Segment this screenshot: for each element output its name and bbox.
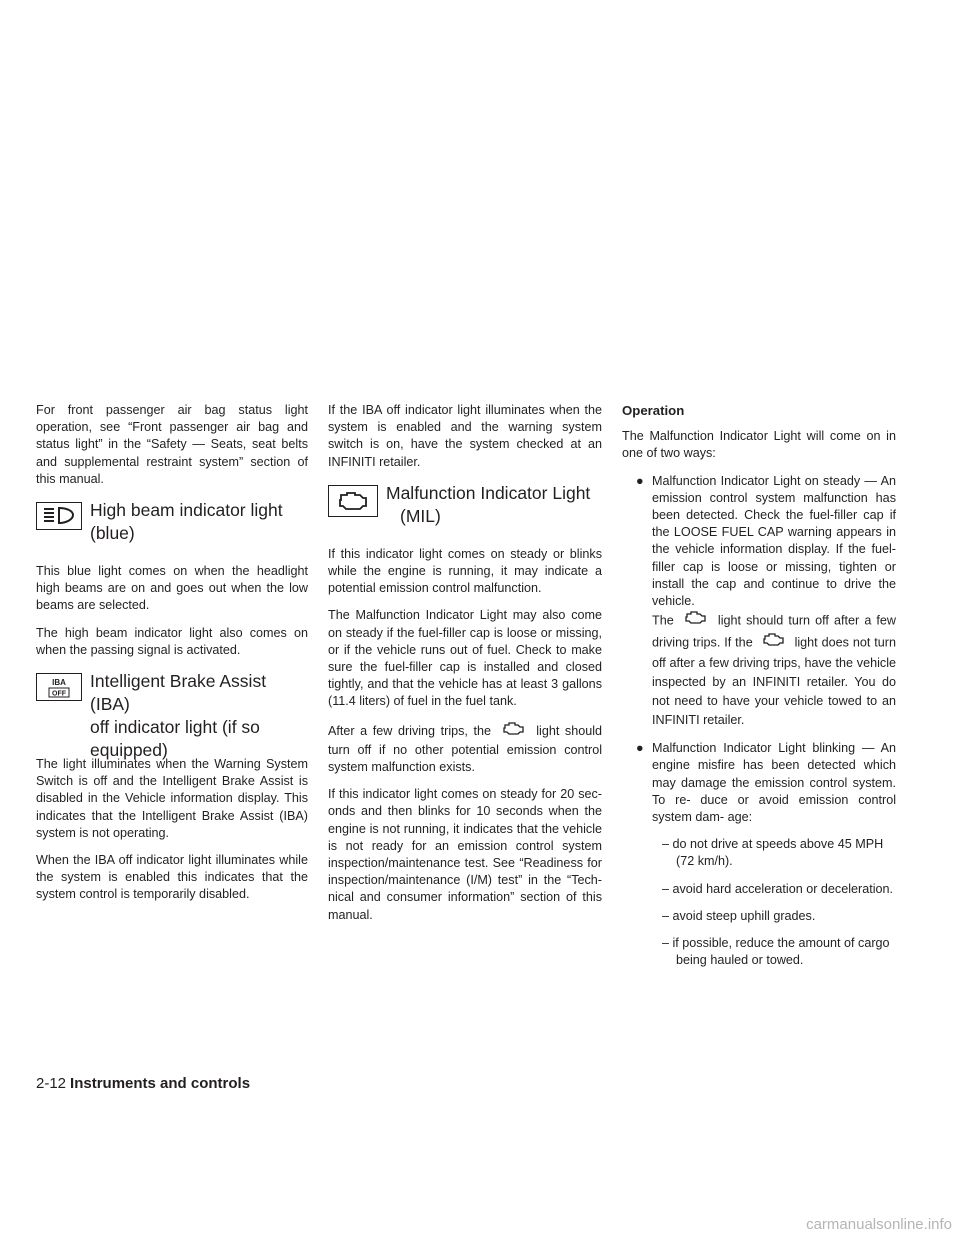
iba-icon-text: IBA	[52, 678, 66, 688]
text-span: light does not turn off after a few driving trips, have the vehicle inspected by an INFINITI retailer. You do not need to have your vehicle towed to an INFINITI retailer.	[652, 635, 896, 728]
operation-intro: The Malfunction Indicator Light will come on in one of two ways:	[622, 429, 896, 461]
mil-heading	[328, 482, 602, 536]
bullet-text: Malfunction Indicator Light on steady — An emission control system malfunction has been detected. Check the fuel-filler cap if the LOOSE FUEL CAP warning appears in the vehicle information display. If the fuel- filler cap is loose or missing, tighten or install the cap and continue to drive the vehicle.	[652, 473, 896, 609]
text-span: The	[652, 613, 674, 628]
intro-paragraph: For front passenger air bag status light operation, see “Front passenger air bag and status light” in the “Safety — Seats, seat belts and supplemental restraint system” section of this manual.	[36, 403, 308, 486]
mil-p2: The Malfunction Indicator Light may also come on steady if the fuel-filler cap is loose or missing, or if the vehicle runs out of fuel. Check to make sure the fuel-filler cap is installed and closed tightly, and that the vehicle has at least 3 gallons (11.4 liters) of fuel in the fuel tank.	[328, 608, 602, 709]
page-footer	[36, 1075, 250, 1092]
list-item	[622, 473, 896, 731]
list-item	[638, 935, 896, 969]
iba-p1: The light illuminates when the Warning System Switch is off and the Intelligent Brake Assist is disabled in the Vehicle information display. This indicates that the Intelligent Brake Assist (IBA) system is not operating.	[36, 757, 308, 840]
high-beam-heading	[36, 499, 308, 553]
mil-p1: If this indicator light comes on steady or blinks while the engine is running, it may indicate a potential emission control malfunction.	[328, 546, 602, 596]
list-item	[638, 881, 896, 898]
iba-p2: When the IBA off indicator light illuminates while the system is enabled this indicates that the system control is temporarily disabled.	[36, 853, 308, 902]
check-engine-icon	[681, 610, 711, 632]
text-span: After a few driving trips, the	[328, 723, 492, 738]
watermark: carmanualsonline.info	[806, 1216, 952, 1233]
high-beam-title	[90, 499, 283, 545]
bullet-icon: ●	[636, 473, 644, 488]
iba-heading	[36, 670, 308, 761]
title-line: equipped)	[90, 740, 168, 761]
column-middle	[328, 402, 602, 924]
bullet-icon: ●	[636, 741, 644, 756]
bullet-text: Malfunction Indicator Light blinking — An engine misfire has been detected which may damage the emission control system. To re- duce or avoid emission control system dam- age:	[652, 741, 896, 825]
mil-p4: If this indicator light comes on steady for 20 sec- onds and then blinks for 10 seconds when the engine is not running, it indicates that the vehicle is not ready for an emission control system inspection/maintenance test. See “Readiness for inspection/maintenance (I/M) test” in the “Tech- nical and consumer information” section of this manual.	[328, 787, 602, 922]
iba-icon-text: OFF	[52, 690, 66, 698]
text-span: light should turn off after a few driving trips. If the	[652, 613, 897, 650]
dash-text: – if possible, reduce the amount of cargo being hauled or towed.	[662, 936, 890, 968]
high-beam-icon	[36, 502, 82, 530]
section-title: Instruments and controls	[70, 1075, 251, 1092]
title-line: High beam indicator light	[90, 500, 283, 521]
column-left	[36, 402, 308, 904]
iba-title	[90, 670, 308, 762]
title-line: off indicator light (if so	[90, 717, 260, 738]
dash-text: – do not drive at speeds above 45 MPH (72 km/h).	[662, 837, 884, 869]
page-number: 2-12	[36, 1075, 67, 1092]
list-item	[622, 740, 896, 826]
check-engine-icon	[499, 721, 529, 742]
list-item	[638, 836, 896, 870]
high-beam-p1: This blue light comes on when the headlight high beams are on and goes out when the low beams are selected.	[36, 564, 308, 613]
mil-title	[386, 482, 590, 528]
operation-heading: Operation	[622, 403, 685, 418]
iba-continued-paragraph: If the IBA off indicator light illuminates when the system is enabled and the warning system switch is on, have the system checked at an INFINITI retailer.	[328, 403, 602, 469]
title-line: Intelligent Brake Assist (IBA)	[90, 671, 267, 715]
list-item	[638, 908, 896, 925]
text-span: light should turn off if no other potential emission control system malfunction exists.	[328, 723, 603, 775]
mil-p3	[328, 721, 602, 777]
title-line: (blue)	[90, 523, 135, 544]
title-line: Malfunction Indicator Light	[386, 482, 591, 503]
iba-off-icon	[36, 673, 82, 701]
dash-text: – avoid hard acceleration or deceleration.	[662, 881, 894, 896]
bullet-text	[652, 610, 896, 730]
high-beam-p2: The high beam indicator light also comes on when the passing signal is activated.	[36, 625, 308, 657]
check-engine-icon	[759, 632, 789, 654]
column-right	[622, 402, 896, 969]
dash-text: – avoid steep uphill grades.	[662, 908, 816, 923]
check-engine-icon	[328, 485, 378, 517]
title-line: (MIL)	[400, 505, 441, 526]
